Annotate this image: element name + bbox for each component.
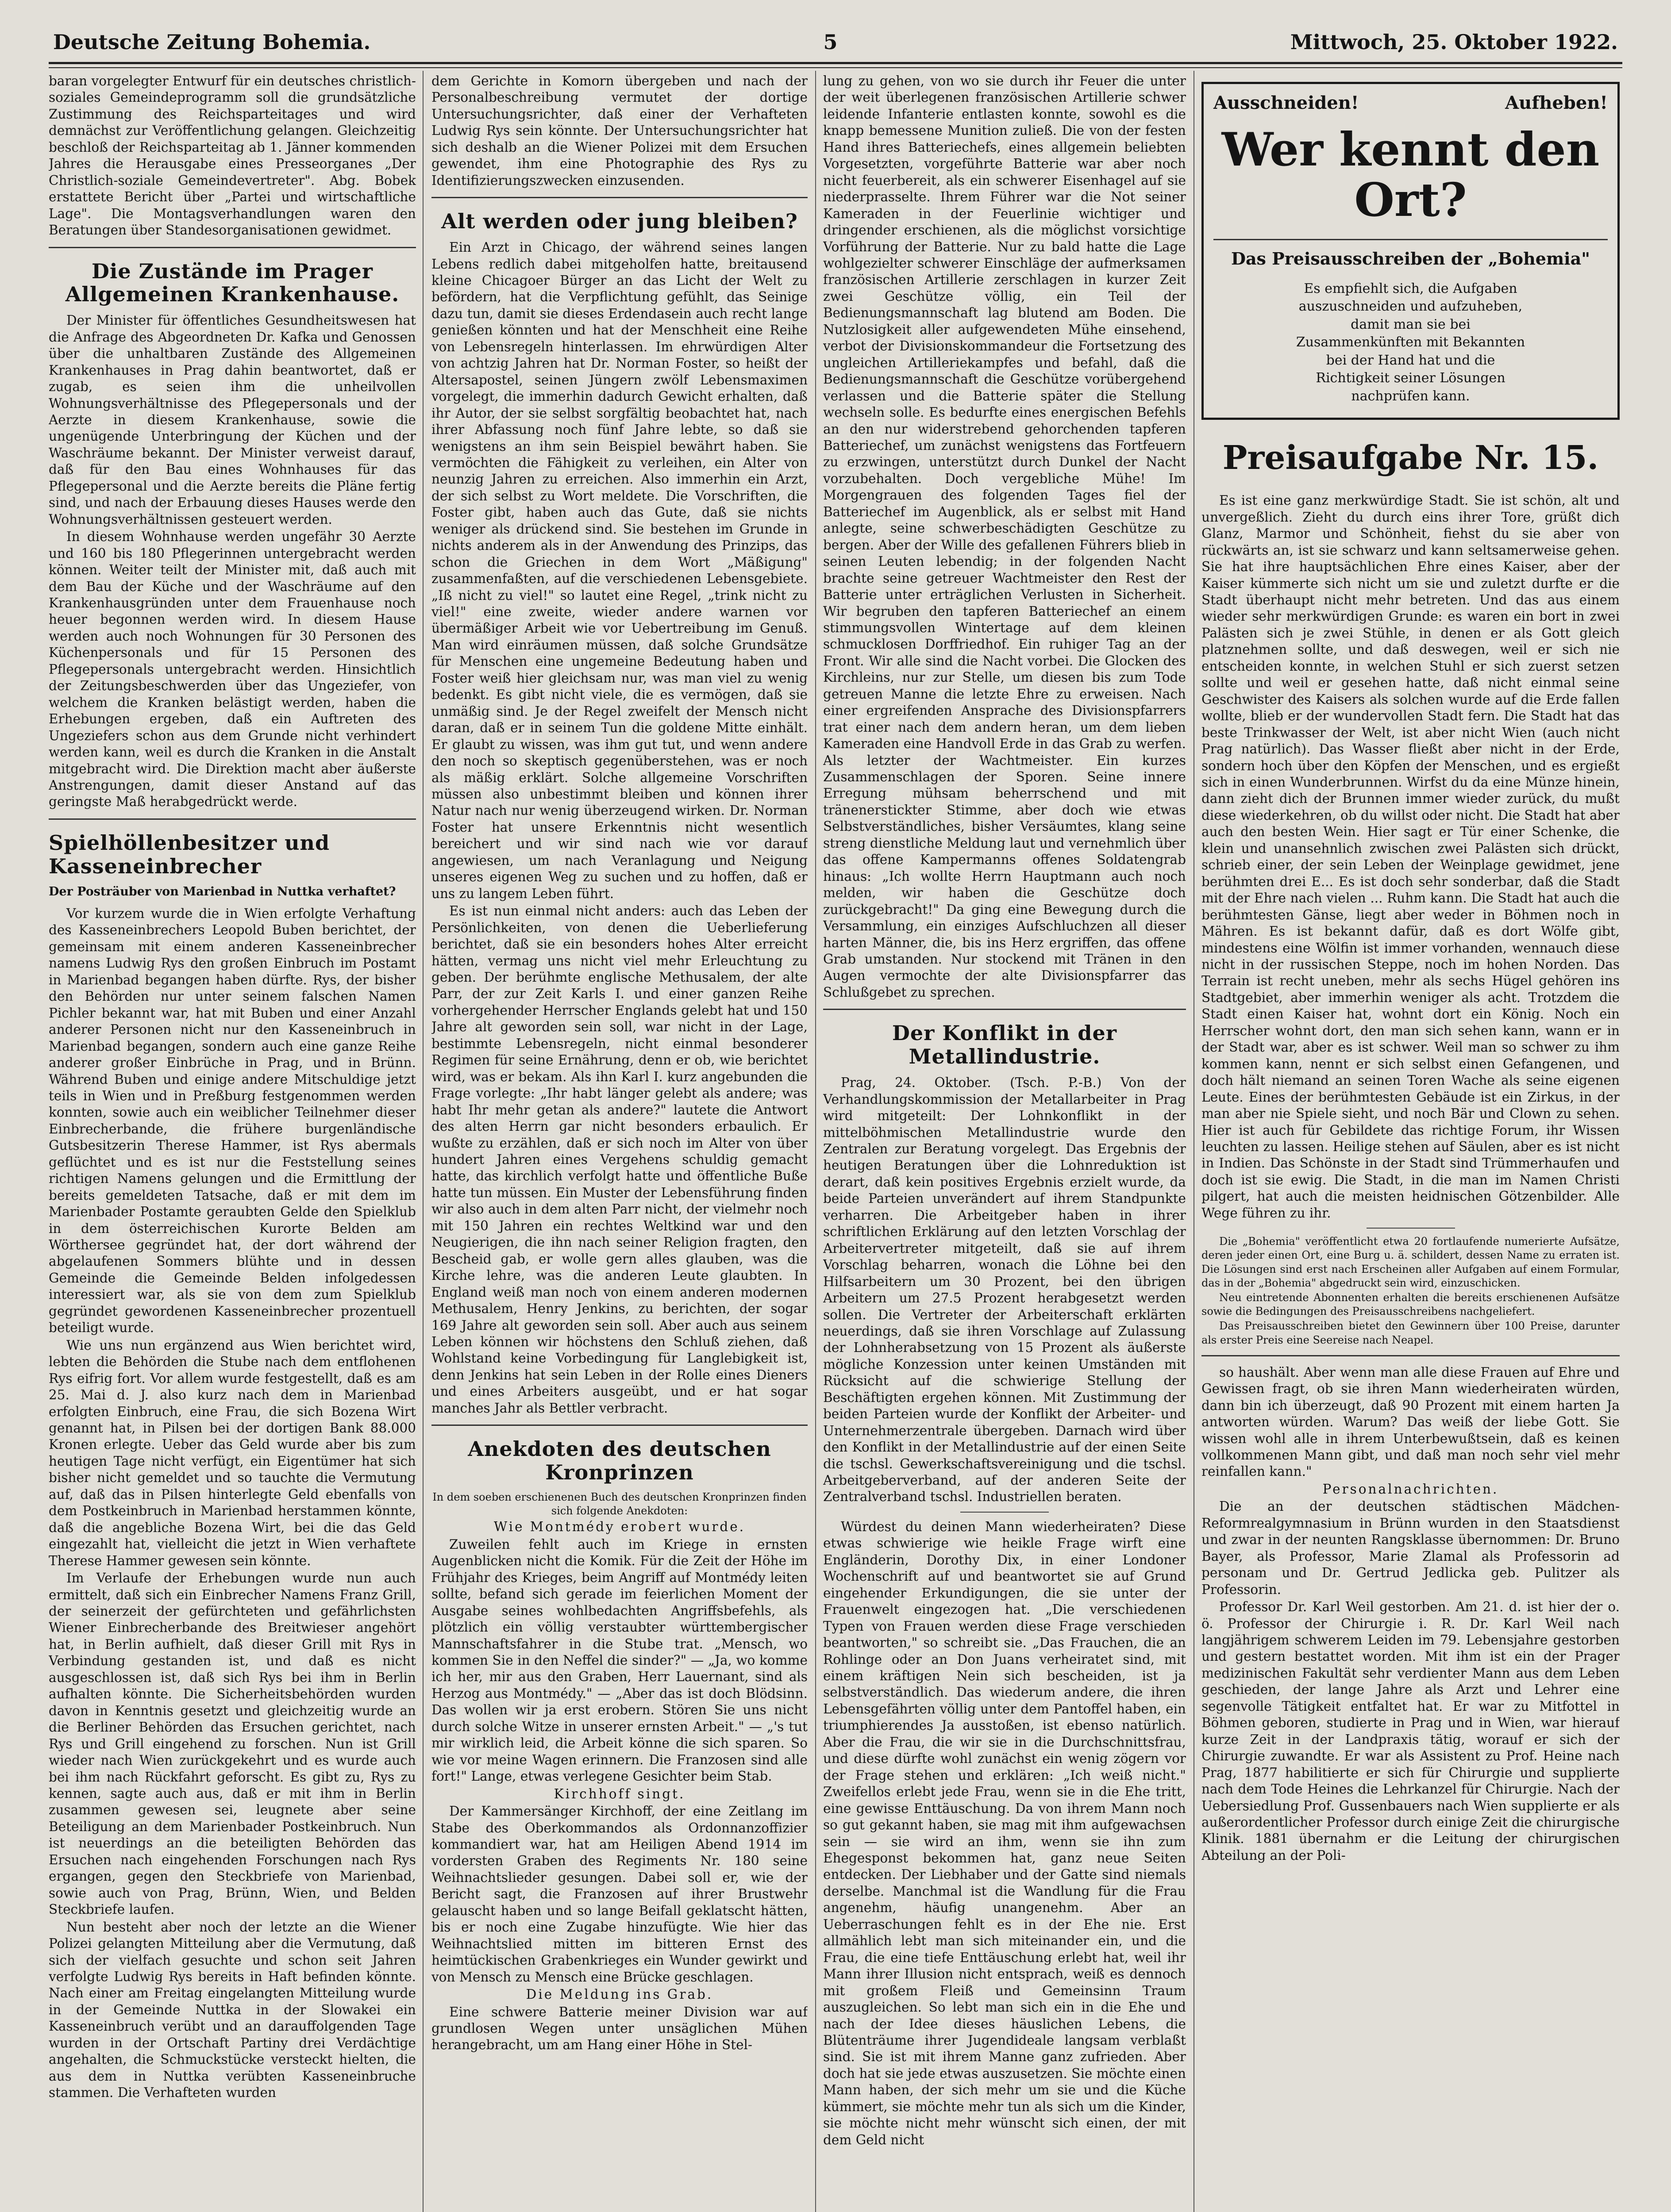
paragraph: Zuweilen fehlt auch im Kriege in ernsten Augenblicken nicht die Komik. Für die Zeit der Höhe im Frühjahr des Krieges, beim Angriff auf Montmédy leiten sollte, befand sich gerade im feierlichen Moment der Ausgabe seines wohlbedachten Angriffsbefehls, als plötzlich ein völlig verstaubter württembergischer Mannschaftsfahrer in die Stube trat. „Mensch, wo kommen Sie in den Neffel die sinder?" — „Ja, wo komme ich her, mir aus den Graben, Herr Lauernant, sind als Herzog aus Montmédy." — „Aber das ist doch Blödsinn. Das wollen wir ja erst erobern. Stören Sie uns nicht durch solche Witze in unserer ernsten Arbeit." — „'s tut mir wirklich leid, die Arbeit könne die sich sparen. So wie vor meine Wagen erinnern. Die Franzosen sind alle fort!" Lange, etwas verlegene Gesichter beim Stab. xyxy=(431,1536,808,1784)
article-separator xyxy=(1201,1355,1620,1356)
contest-box-top xyxy=(1213,92,1608,115)
article-continuation: dem Gerichte in Komorn übergeben und nach der Personalbeschreibung vermutet der dortige Untersuchungsrichter, daß einer der Verhafteten Ludwig Rys sein könnte. Der Untersuchungsrichter hat sich deshalb an die Wiener Polizei mit dem Ersuchen gewendet, ihm eine Photographie des Rys zu Identifizierungszwecken einzusenden. xyxy=(431,73,808,188)
masthead-title: Deutsche Zeitung Bohemia. xyxy=(53,30,371,54)
paragraph: In diesem Wohnhause werden ungefähr 30 Aerzte und 160 bis 180 Pflegerinnen untergebracht werden können. Weiter teilt der Minister mit, daß auch mit dem Bau der Küche und der Waschräume auf den Krankenhausgründen unter dem Frauenhause noch heuer begonnen werden wird. In diesem Hause werden auch noch Wohnungen für 30 Personen des Küchenpersonals und für 15 Personen des Pflegepersonals untergebracht werden. Hinsichtlich der Zeitungsbeschwerden über das Ungeziefer, von welchem die Kranken belästigt werden, haben die Erhebungen ergeben, daß ein Auftreten des Ungeziefers schon aus dem Grunde nicht verhindert werden kann, weil es durch die Kranken in die Anstalt mitgebracht wird. Die Direktion macht aber äußerste Anstrengungen, damit dieser Anstand auf das geringste Maß herabgedrückt werde. xyxy=(49,529,416,810)
prize-task-title: Preisaufgabe Nr. 15. xyxy=(1222,439,1599,477)
paragraph: Würdest du deinen Mann wiederheiraten? Diese etwas schwierige wie heikle Frage wirft eine Engländerin, Dorothy Dix, in einer Londoner Wochenschrift auf und beantwortet sie auf Grund eingehender Erkundigungen, die sie unter der Frauenwelt eingezogen hat. „Die verschiedenen Typen von Frauen werden diese Frage verschieden beantworten," so schreibt sie. „Das Frauchen, die an Rohlinge oder an Don Juans verheiratet sind, mit einem kräftigen Nein sich bescheiden, ist ja selbstverständlich. Das wiederum andere, die ihren Lebensgefährten völlig unter dem Pantoffel haben, ein triumphierendes Ja ausstoßen, ist ebenso natürlich. Aber die Frau, die wir sie in die Durchschnittsfrau, und diese dürfte wohl zunächst ein wenig zögern vor der Frage stehen und erklären: „Ich weiß nicht." Zweifellos erlebt jede Frau, wenn sie in die Ehe tritt, eine gewisse Enttäuschung. Da von ihrem Mann noch so gut gekannt haben, sie mag mit ihm aufgewachsen sein — sie wird an ihm, wenn sie ihn zum Ehegesponst bekommen hat, ganz neue Seiten entdecken. Der Liebhaber und der Gatte sind niemals derselbe. Manchmal ist die Wandlung für die Frau angenehm, häufig unangenehm. Aber an Ueberraschungen fehlt es in der Ehe nie. Erst allmählich lebt man sich miteinander ein, und die Frau, die eine tiefe Enttäuschung erlebt hat, weil ihr Mann ihrer Illusion nicht entsprach, weiß es dennoch mit großem Fleiß und Gemeinsinn Traum auszugleichen. So lebt man sich ein in die Ehe und nach der Idee dieses häuslichen Lebens, die Blütenträume ihrer Jugendideale langsam verblaßt sind. Sie ist mit ihrem Manne ganz zufrieden. Aber doch hat sie jede etwas auszusetzen. Sie möchte einen Mann haben, der sich mehr um sie und die Küche kümmert, sie möchte mehr tun als sich um die Kinder, sie möchte nicht mehr wünscht sich einen, der mit dem Geld nicht xyxy=(823,1519,1186,2147)
anecdote-title: Wie Montmédy erobert wurde. xyxy=(493,1519,746,1535)
anecdote-title: Kirchhoff singt. xyxy=(554,1786,685,1801)
paragraph: Die an der deutschen städtischen Mädchen-Reformrealgymnasium in Brünn wurden in den Staatsdienst und zwar in der neunten Rangsklasse übernommen: Dr. Bruno Bayer, als Professor, Marie Zlamal als Professorin ad personam und Dr. Gertrud Jedlicka geb. Pulitzer als Professorin. xyxy=(1201,1499,1620,1597)
article-separator xyxy=(431,197,808,198)
subheadline: Der Posträuber von Marienbad in Nuttka verhaftet? xyxy=(49,884,396,899)
column-divider xyxy=(423,71,424,2212)
paragraph: Es ist nun einmal nicht anders: auch das Leben der Persönlichkeiten, von denen die Ueberlieferung berichtet, daß sie ein besonders hohes Alter erreicht hätten, vermag uns nicht viel mehr Erleuchtung zu geben. Der berühmte englische Methusalem, der alte Parr, der zur Zeit Karls I. und einer ganzen Reihe vorhergehender Herrscher Englands gelebt hat und 150 Jahre alt geworden sein soll, war nicht in der Lage, bestimmte Lebensregeln, nicht einmal besonderer Regimen für seine Ernährung, denn er ob, wie berichtet wird, was er bekam. Als ihn Karl I. kurz angebunden die Frage vorlegte: „Ihr habt länger gelebt als andere; was habt Ihr mehr getan als andere?" lautete die Antwort des alten Herrn gar nicht besonders erbaulich. Er wußte zu erzählen, daß er sich noch im Alter von über hundert Jahren eines Vergehens schuldig gemacht hatte, das kirchlich verfolgt hatte und öffentliche Buße hatte tun müssen. Ein Muster der Lebensführung finden wir also auch in dem alten Parr nicht, der vielmehr noch mit 150 Jahren ein rechtes Weltkind war und den Neugierigen, die ihn nach seiner Religion fragten, den Bescheid gab, er wolle gern alles glauben, was die Kirche lehre, was die anderen Leute glaubten. In England weiß man noch von einem anderen modernen Methusalem, Henry Jenkins, zu berichten, der sogar 169 Jahre alt geworden sein soll. Aber auch aus seinem Leben können wir höchstens den Schluß ziehen, daß Wohlstand keine Vorbedingung für Langlebigkeit ist, denn Jenkins hat sein Leben in der Rolle eines Dieners und eines Arbeiters ausgeübt, und er hat sogar manches Jahr als Bettler verbracht. xyxy=(431,903,808,1416)
page-header xyxy=(53,24,1618,60)
contest-title: Wer kennt den Ort? xyxy=(1221,122,1600,227)
paragraph: Im Verlaufe der Erhebungen wurde nun auch ermittelt, daß sich ein Einbrecher Namens Franz Grill, der seinerzeit der gefürchteten und gefährlichsten Wiener Einbrecherbande des Breitwieser angehört hat, in Berlin aufhielt, daß dieser Grill mit Rys in Verbindung gestanden ist, und daß es nicht ausgeschlossen ist, daß sich Rys bei ihm in Berlin aufhalten könnte. Die Sicherheitsbehörden wurden davon in Kenntnis gesetzt und gleichzeitig wurde an die Berliner Behörden das Ersuchen gerichtet, nach Rys und Grill eingehend zu forschen. Nun ist Grill wieder nach Wien zurückgekehrt und es wurde auch bei ihm nach Rückfahrt geforscht. Es gibt zu, Rys zu kennen, sagte auch aus, daß er mit ihm in Berlin zusammen gewesen sei, leugnete aber seine Beteiligung an dem Marienbader Postkeinbruch. Nun ist neuerdings an die beteiligten Behörden das Ersuchen nach eingehenden Forschungen nach Rys ergangen, gegen den Steckbriefe von Marienbad, sowie auch von Prag, Brünn, Wien, und Belden Steckbriefe laufen. xyxy=(49,1571,416,1917)
contest-note: Neu eintretende Abonnenten erhalten die bereits erschienenen Aufsätze sowie die Bedingungen des Preisausschreibens nachgeliefert. xyxy=(1201,1291,1620,1318)
box-rule xyxy=(1213,239,1608,240)
paragraph: Es ist eine ganz merkwürdige Stadt. Sie ist schön, alt und unvergeßlich. Zieht du durch eins ihrer Tore, grüßt dich Glanz, Marmor und Schönheit, fiehst du sie aber von rückwärts an, ist sie schwarz und kann seltsamerweise gehen. Sie hat ihre hauptsächlichen Ehre eines Kaiser, aber der Kaiser kümmerte sich nicht um sie und zuletzt durfte er die Stadt überhaupt nicht mehr betreten. Und das aus einem wieder sehr merkwürdigen Grunde: es waren ein bort in zwei Palästen sich je zwei Stühle, in denen er als Gott gleich platznehmen sollte, und daß deswegen, weil er sich nie entscheiden konnte, in welchen Stuhl er sich zuerst setzen sollte und weil er gesehen hatte, daß nicht einmal seine Geschwister des Kaisers als solchen wurde auf die Erde fallen wollte, blieb er der wundervollen Stadt fern. Die Stadt hat das beste Trinkwasser der Welt, ist aber nicht Wien (auch nicht Prag natürlich). Das Wasser fließt aber nicht in der Erde, sondern hoch über den Köpfen der Menschen, und es ergießt sich in einen Wunderbrunnen. Wirfst du da eine Münze hinein, dann zieht dich der Brunnen immer wieder zurück, du mußt diese wiederkehren, ob du willst oder nicht. Die Stadt hat aber auch den besten Wein. Hier sagt er Tür einer Schenke, die klein und unansehnlich zwischen zwei Palästen sich drückt, schrieb einer, der sein Leben der Weinplage gewidmet, jene berühmten drei E... Es ist doch sehr sonderbar, daß die Stadt mit der Ehre nach vielen ... Ruhm kann. Die Stadt hat auch die berühmtesten Gänse, liegt aber weder in Böhmen noch in Mähren. Es ist bekannt dafür, daß es dort Wölfe gibt, mindestens eine Wölfin ist immer vorhanden, wennauch diese nicht in der russischen Steppe, noch im hohen Norden. Das Terrain ist recht uneben, mehr als sechs Hügel gehören ins Stadtgebiet, aber immerhin weniger als acht. Trotzdem die Stadt einen Kaiser hat, wohnt dort ein König. Noch ein Herrscher wohnt dort, den man sich sehen kann, wann er in der Stadt war, aber es ist schwer. Weil man so schwer zu ihm kommen kann, nennt er sich selbst einen Gefangenen, und doch hält niemand an seinen Toren Wache als seine eigenen Leute. Eines der berühmtesten Gebäude ist ein Zirkus, in der man aber nie Spiele sieht, und noch Bär und Clown zu sehen. Hier ist auch für Gebildete das richtige Forum, ihr Wissen leuchten zu lassen. Heilige stehen auf Säulen, aber es ist nicht in Indien. Das Schönste in der Stadt sind Trümmerhaufen und doch ist sie ewig. Die Stadt, in die man im Namen Christi pilgert, hat auch die meisten heidnischen Götzenbilder. Alle Wege führen zu ihr. xyxy=(1201,493,1620,1221)
paragraph: Ein Arzt in Chicago, der während seines langen Lebens redlich dabei mitgeholfen hatte, breitausend kleine Chicagoer Bürger an das Licht der Welt zu befördern, hat die Verpflichtung gefühlt, das Seinige dazu tun, damit sie dieses Erdendasein auch recht lange genießen könnten und hat der Menschheit eine Reihe von Lebensregeln hinterlassen. Im ehrwürdigen Alter von achtzig Jahren hat Dr. Norman Foster, so heißt der Altersapostel, seinen Jüngern zwölf Lebensmaximen vorgelegt, die immerhin dadurch Gewicht erhalten, daß ihr Autor, der sie selbst sorgfältig beobachtet hat, nach ihrer Abfassung noch fünf Jahre lebte, so daß sie wenigstens an ihm sein Beispiel bewährt haben. Sie vermöchten die Fähigkeit zu verleihen, ein Alter von neunzig Jahren zu erreichen. Also immerhin ein Arzt, der sich selbst zu Wort meldete. Die Vorschriften, die Foster gibt, haben auch das Gute, daß sie nichts weniger als drückend sind. Sie bestehen im Grunde in nichts anderem als in der Anwendung des Prinzips, das schon die Griechen in dem Wort „Mäßigung" zusammenfaßten, auf die verschiedenen Lebensgebiete. „Iß nicht zu viel!" so lautet eine Regel, „trink nicht zu viel!" eine zweite, wieder andere warnen vor übermäßiger Arbeit wie vor Uebertreibung im Genuß. Man wird einräumen müssen, daß solche Grundsätze für Menschen eine ungemeine Bedeutung haben und Foster weiß hier gleichsam nur, was man viel zu wenig bedenkt. Es gibt nicht viele, die es vermögen, daß sie unmäßig sind. Je der Regel zweifelt der Mensch nicht daran, daß er in seinem Tun die goldene Mitte einhält. Er glaubt zu wissen, was ihm gut tut, und wenn andere den noch so skeptisch gegenüberstehen, was er noch als mäßig erklärt. Solche allgemeine Vorschriften müssen also unbestimmt bleiben und können ihrer Natur nach nur wenig überzeugend wirken. Dr. Norman Foster hat unsere Erkenntnis nicht wesentlich bereichert und wir sind nach wie vor darauf angewiesen, um nach Veranlagung und Neigung unseres eigenen Weg zu suchen und zu hoffen, daß er uns zu langem Leben führt. xyxy=(431,240,808,901)
article-continuation: lung zu gehen, von wo sie durch ihr Feuer die unter der weit überlegenen französischen Artillerie schwer leidende Infanterie entlasten konnte, sowohl es die knapp bemessene Munition zuließ. Die von der festen Hand ihres Batteriechefs, eines allgemein beliebten Vorgesetzten, vorgeführte Batterie war aber noch nicht feuerbereit, als ein schwerer Eisenhagel auf sie niederprasselte. Ihrem Führer war die Not seiner Kameraden in der Feuerlinie wichtiger und dringender erschienen, als die möglichst vorsichtige Vorführung der Batterie. Nur zu bald hatte die Lage wohlgezielter schwerer Einschläge der aufmerksamen französischen Artillerie zerschlagen in kurzer Zeit zwei Geschütze völlig, ein Teil der Bedienungsmannschaft lag blutend am Boden. Die Nutzlosigkeit aller aufgewendeten Mühe einsehend, verbot der Divisionskommandeur die Fortsetzung des ungleichen Artilleriekampfes und befahl, daß die Bedienungsmannschaft die Geschütze vorübergehend verlassen und die Batterie später die Stellung wechseln solle. Es bedurfte eines energischen Befehls an den nur widerstrebend gehorchenden tapferen Batteriechef, um zunächst wenigstens das Fortfeuern zu erzwingen, unterstützt durch Dunkel der Nacht vorzubehalten. Doch vergebliche Mühe! Im Morgengrauen des folgenden Tages fiel der Batteriechef im Augenblick, als er selbst mit Hand anlegte, seine schwerbeschädigten Geschütze zu bergen. Aber der Wille des gefallenen Führers blieb in seinen Leuten lebendig; in der folgenden Nacht brachte seine getreuer Wachtmeister den Rest der Batterie unter erträglichen Verlusten in Sicherheit. Wir begruben den tapferen Batteriechef an einem stimmungsvollen Wintertage auf dem kleinen schmucklosen Dorffriedhof. Ein ruhiger Tag an der Front. Wir alle sind die Nacht vorbei. Die Glocken des Kirchleins, nur zur Stelle, um diesen bis zum Tode getreuen Manne die letzte Ehre zu erweisen. Nach einer ergreifenden Ansprache des Divisionspfarrers trat einer nach dem andern heran, um dem lieben Kameraden eine Handvoll Erde in das Grab zu werfen. Als letzter der Wachtmeister. Ein kurzes Zusammenschlagen der Sporen. Seine innere Erregung mühsam beherrschend und mit tränenerstickter Stimme, aber doch wie etwas Selbstverständliches, bisher Versäumtes, klang seine streng dienstliche Meldung laut und vernehmlich über das offene Kampermanns offenes Soldatengrab hinaus: „Ich wollte Herrn Hauptmann auch noch melden, wir haben die Geschütze doch zurückgebracht!" Da ging eine Bewegung durch die Versammlung, ein einziges Aufschluchzen all dieser harten Männer, die, bis ins Herz ergriffen, das offene Grab umstanden. Nur stockend mit Tränen in den Augen vermochte der alte Divisionspfarrer das Schlußgebet zu sprechen. xyxy=(823,73,1186,1000)
column-1 xyxy=(49,73,416,2212)
contest-note: Das Preisausschreiben bietet den Gewinnern über 100 Preise, darunter als erster Preis eine Seereise nach Neapel. xyxy=(1201,1320,1620,1346)
article-separator xyxy=(49,247,416,248)
column-divider xyxy=(815,71,816,2212)
contest-subtitle: Das Preisausschreiben der „Bohemia" xyxy=(1231,248,1590,269)
headline-metallindustrie: Der Konflikt in der Metallindustrie. xyxy=(892,1021,1117,1069)
column-4 xyxy=(1201,73,1620,2212)
issue-date: Mittwoch, 25. Oktober 1922. xyxy=(1290,30,1618,54)
contest-note: Die „Bohemia" veröffentlicht etwa 20 fortlaufende numerierte Aufsätze, deren jeder einen Ort, eine Burg u. ä. schildert, dessen Name zu erraten ist. Die Lösungen sind erst nach Erscheinen aller Aufgaben auf einem Formular, das in der „Bohemia" abgedruckt sein wird, einzuschicken. xyxy=(1201,1235,1620,1289)
column-2 xyxy=(431,73,808,2212)
section-title: Personalnachrichten. xyxy=(1322,1481,1499,1497)
paragraph: Professor Dr. Karl Weil gestorben. Am 21. d. ist hier der o. ö. Professor der Chirurgie i. R. Dr. Karl Weil nach langjährigem schwerem Leiden im 79. Lebensjahre gestorben und gestern bestattet worden. Mit ihm ist ein der Prager medizinischen Fakultät sehr verdienter Mann aus dem Leben geschieden, der lange Jahre als Arzt und Lehrer eine segenvolle Tätigkeit entfaltet hat. Er war zu Mitfottel in Böhmen geboren, studierte in Prag und in Wien, war hierauf kurze Zeit in der Landpraxis tätig, worauf er sich der Chirurgie zuwandte. Er war als Assistent zu Prof. Heine nach Prag, 1877 habilitierte er sich für Chirurgie und supplierte nach dem Tode Heines die Lehrkanzel für Chirurgie. Nach der Uebersiedlung Prof. Gussenbauers nach Wien supplierte er als außerordentlicher Professor durch einige Zeit die chirurgische Klinik. 1881 übernahm er die Leitung der chirurgischen Abteilung an der Poli- xyxy=(1201,1599,1620,1863)
paragraph: Der Kammersänger Kirchhoff, der eine Zeitlang im Stabe des Oberkommandos als Ordonnanzoffizier kommandiert war, hat am Heiligen Abend 1914 im vordersten Graben des Regiments Nr. 180 seine Weihnachtslieder gesungen. Dabei soll er, wie der Bericht sagt, die Franzosen auf ihrer Brustwehr gelauscht haben und so lange Beifall geklatscht hätten, bis er noch eine Zugabe hinzufügte. Wie hier das Weihnachtslied mitten im bitteren Ernst des heimtückischen Grabenkrieges ein Wunder gewirkt und von Mensch zu Mensch eine Brücke geschlagen. xyxy=(431,1804,808,1985)
article-separator xyxy=(823,1009,1186,1010)
paragraph: Nun besteht aber noch der letzte an die Wiener Polizei gelangten Mitteilung aber die Vermutung, daß sich der vielfach gesuchte und schon seit Jahren verfolgte Ludwig Rys bereits in Haft befinden könnte. Nach einer am Freitag eingelangten Mitteilung wurde in der Gemeinde Nuttka in der Slowakei ein Kasseneinbruch verübt und an darauffolgenden Tage wurden in der Ortschaft Partiny drei Verdächtige angehalten, die Schmuckstücke versteckt hielten, die aus dem in Nuttka verübten Kasseneinbruche stammen. Die Verhafteten wurden xyxy=(49,1919,416,2101)
headline-anekdoten: Anekdoten des deutschen Kronprinzen xyxy=(468,1437,771,1485)
header-rule xyxy=(49,62,1622,64)
paragraph: Eine schwere Batterie meiner Division war auf grundlosen Wegen unter unsäglichen Mühen herangebracht, um am Hang einer Höhe in Stel- xyxy=(431,2004,808,2053)
paragraph: Wie uns nun ergänzend aus Wien berichtet wird, lebten die Behörden die Stube nach dem entflohenen Rys eifrig fort. Vor allem wurde festgestellt, daß es am 25. Mai d. J. also kurz nach dem in Marienbad erfolgten Einbruch, eine Frau, die sich Bozena Wirt genannt hat, in Pilsen bei der dortigen Bank 88.000 Kronen erlegte. Ueber das Geld wurde aber bis zum heutigen Tage nicht verfügt, ein Eigentümer hat sich bisher nicht gemeldet und so tauchte die Vermutung auf, daß das in Pilsen hinterlegte Geld ebenfalls von dem Postkeinbruch in Marienbad herstammen könnte, daß die angebliche Bozena Wirt, bei die das Geld eingezahlt hat, vielleicht die jetzt in Wien verhaftete Therese Hammer gewesen sein könnte. xyxy=(49,1337,416,1568)
page-number: 5 xyxy=(823,30,838,54)
anecdote-title: Die Meldung ins Grab. xyxy=(526,1987,713,2002)
contest-box xyxy=(1201,82,1620,420)
headline-alt-werden: Alt werden oder jung bleiben? xyxy=(441,209,798,234)
paragraph: so haushält. Aber wenn man alle diese Frauen auf Ehre und Gewissen fragt, ob sie ihren Mann wiederheiraten würden, dann bin ich überzeugt, daß 90 Prozent mit einem harten Ja antworten würden. Warum? Das weiß der liebe Gott. Sie wissen wohl alle in ihrem Unterbewußtsein, daß es keinen vollkommenen Mann gibt, und daß man noch sehr viel mehr reinfallen kann." xyxy=(1201,1364,1620,1479)
paragraph: Der Minister für öffentliches Gesundheitswesen hat die Anfrage des Abgeordneten Dr. Kafka und Genossen über die unhaltbaren Zustände des Allgemeinen Krankenhauses in Prag dahin beantwortet, daß er zugab, es seien ihm die unheilvollen Wohnungsverhältnisse des Pflegepersonals und der Aerzte in diesem Krankenhause, sowie die ungenügende Unterbringung der Küchen und der Waschräume bekannt. Der Minister verweist darauf, daß für den Bau eines Wohnhauses für das Pflegepersonal und die Aerzte bereits die Pläne fertig sind, und nach der Erbauung dieses Hauses werde den Wohnungsverhältnissen gesteuert werden. xyxy=(49,313,416,527)
paragraph: Prag, 24. Oktober. (Tsch. P.-B.) Von der Verhandlungskommission der Metallarbeiter in Prag wird mitgeteilt: Der Lohnkonflikt in der mittelböhmischen Metallindustrie wurde den Zentralen zur Beratung vorgelegt. Das Ergebnis der heutigen Beratungen über die Lohnreduktion ist derart, daß kein positives Ergebnis erzielt wurde, da beide Parteien unverändert auf ihrem Standpunkte verharren. Die Arbeitgeber haben in ihrer schriftlichen Erklärung auf den letzten Vorschlag der Arbeitervertreter mitgeteilt, daß sie auf ihrem Vorschlag beharren, wonach die Löhne bei den Hilfsarbeitern um 30 Prozent, bei den übrigen Arbeitern um 27.5 Prozent herabgesetzt werden sollen. Die Vertreter der Arbeiterschaft erklärten neuerdings, daß sie ihren Vorschlage auf Zulassung der Lohnherabsetzung von 15 Prozent als äußerste mögliche Konzession unter keinen Umständen mit Rücksicht auf die schwierige Stellung der Beschäftigten ergehen können. Mit Zustimmung der beiden Parteien wurde der Konflikt der Arbeiter- und Unternehmerzentrale übergeben. Darnach wird über den Konflikt in der Metallindustrie auf der einen Seite die tschsl. Gewerkschaftsvereinigung und die tschsl. Arbeitgeberverband, auf der anderen Seite der Zentralverband tschsl. Industriellen beraten. xyxy=(823,1075,1186,1505)
paragraph: Vor kurzem wurde die in Wien erfolgte Verhaftung des Kasseneinbrechers Leopold Buben berichtet, der gemeinsam mit einem anderen Kasseneinbrecher namens Ludwig Rys den großen Einbruch im Postamt in Marienbad begangen haben dürfte. Rys, der bisher den Behörden nur unter seinem falschen Namen Pichler bekannt war, hat mit Buben und einer Anzahl anderer Personen nicht nur den Kasseneinbruch in Marienbad begangen, sondern auch eine ganze Reihe anderer großer Einbrüche in Prag, und in Brünn. Während Buben und einige andere Mitschuldige jetzt teils in Wien und in Preßburg festgenommen werden konnten, sowie auch ein weiblicher Teilnehmer dieser Einbrecherbande, die frühere burgenländische Gutsbesitzerin Therese Hammer, ist Rys abermals geflüchtet und es ist nur die Feststellung seines richtigen Namens gelungen und die Ermittlung der bereits gemeldeten Tatsache, daß er mit dem im Marienbader Postamte geraubten Gelde den Spielklub in dem österreichischen Kurorte Belden am Wörthersee gegründet hat, der dort während der abgelaufenen Sommers blühte und in dessen Gemeinde die Gemeinde Belden infolgedessen interessiert war, als sie von dem zum Spielklub gegründet gewordenen Kasseneinbrecher prozentuell beteiligt wurde. xyxy=(49,906,416,1336)
column-3 xyxy=(823,73,1186,2212)
article-continuation: baran vorgelegter Entwurf für ein deutsches christlich-soziales Gemeindeprogramm soll die grundsätzliche Zustimmung des Reichsparteitages und wird demnächst zur Veröffentlichung gelangen. Gleichzeitig beschloß der Reichsparteitag ab 1. Jänner kommenden Jahres die Herausgabe eines Presseorganes „Der Christlich-soziale Gemeindevertreter". Abg. Bobek erstattete Bericht über „Partei und wirtschaftliche Lage". Die Montagsverhandlungen waren den Beratungen über Standesorganisationen gewidmet. xyxy=(49,73,416,238)
header-rule-thin xyxy=(49,67,1622,68)
headline-krankenhaus: Die Zustände im Prager Allgemeinen Krankenhause. xyxy=(65,259,400,307)
article-intro: In dem soeben erschienenen Buch des deutschen Kronprinzen finden sich folgende Anekdoten: xyxy=(432,1491,807,1517)
article-separator xyxy=(431,1425,808,1426)
short-rule xyxy=(960,1512,1049,1513)
cut-out-label: Ausschneiden! xyxy=(1213,92,1359,113)
short-rule xyxy=(1367,1228,1455,1229)
keep-label: Aufheben! xyxy=(1505,92,1608,113)
headline-spielhoellen: Spielhöllenbesitzer und Kasseneinbrecher xyxy=(49,830,330,878)
contest-note: Es empfiehlt sich, die Aufgaben auszuschneiden und aufzuheben, damit man sie bei Zusammenkünften mit Bekannten bei der Hand hat und die Richtigkeit seiner Lösungen nachprüfen kann. xyxy=(1296,280,1525,404)
article-separator xyxy=(49,818,416,820)
